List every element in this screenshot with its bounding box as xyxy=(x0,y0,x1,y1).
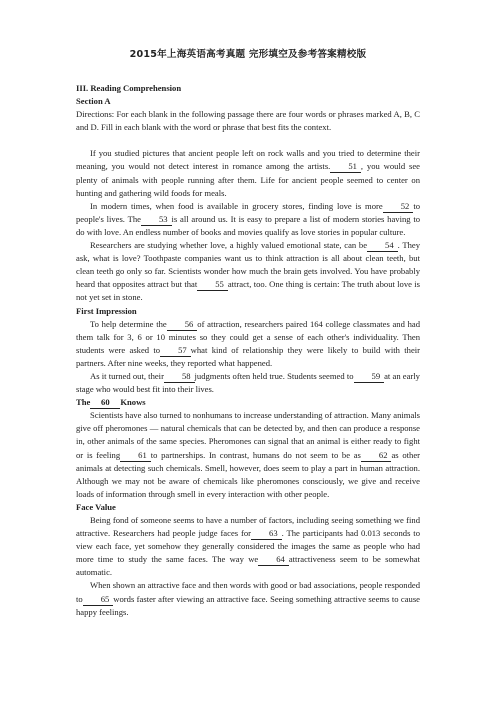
blank-57[interactable]: 57 xyxy=(160,345,191,357)
paragraph-3: Researchers are studying whether love, a highly valued emotional state, can be 54 . They ask, what is love? Toothpaste companies want us to think attraction is all about clean teeth, but clean teeth go only so far. Scientists wonder how much the brain gets involved. You have probably heard that opposites attract but that 55 attract, too. One thing is certain: The truth about love is not yet set in stone. xyxy=(76,240,420,303)
heading-face-value: Face Value xyxy=(76,501,116,512)
blank-64[interactable]: 64 xyxy=(258,554,289,566)
blank-56[interactable]: 56 xyxy=(167,319,198,331)
paragraph-7: Being fond of someone seems to have a number of factors, including seeing something we find attractive. Researchers had people judge faces for 63 . The participants had 0.013 seconds to view each face, yet somehow they generally considered the images the same as people who had more time to study the same faces. The way we 64 attractiveness seem to be somewhat automatic. xyxy=(76,515,420,578)
paragraph-2: In modern times, when food is available in grocery stores, finding love is more 52 to people's lives. The 53 is all around us. It is easy to prepare a list of modern stories having to do with love. An endless number of books and movies qualify as love stories in popular culture. xyxy=(76,200,421,237)
directions: Directions: For each blank in the following passage there are four words or phrases marked A, B, C and D. Fill in each blank with the word or phrase that best fits the context. xyxy=(76,109,420,133)
blank-63[interactable]: 63 xyxy=(251,528,282,540)
paragraph-5: As it turned out, their 58 judgments often held true. Students seemed to 59 at an early stage who would best fit into their lives. xyxy=(76,370,420,395)
blank-53[interactable]: 53 xyxy=(141,214,172,226)
paragraph-1: If you studied pictures that ancient people left on rock walls and you tried to determine their meaning, you would not detect interest in romance among the artists. 51 , you would see plenty of animals with people running after them. Life for ancient people seemed to center on hunting and gathering wild foods for meals. xyxy=(76,148,420,198)
blank-58[interactable]: 58 xyxy=(164,371,195,383)
blank-55[interactable]: 55 xyxy=(197,279,228,291)
blank-51[interactable]: 51 xyxy=(330,161,361,173)
blank-52[interactable]: 52 xyxy=(383,201,414,213)
blank-65[interactable]: 65 xyxy=(83,594,114,606)
spacer xyxy=(76,134,420,147)
heading-first-impression: First Impression xyxy=(76,305,137,316)
paragraph-4: To help determine the 56 of attraction, researchers paired 164 college classmates and had them talk for 3, 6 or 10 minutes so they could get a sense of each other's individuality. Then students were asked to 57 what kind of relationship they were likely to build with their partners. After nine weeks, they reported what happened. xyxy=(76,318,421,368)
section-a-heading: Section A xyxy=(76,96,111,107)
paragraph-6: Scientists have also turned to nonhumans to increase understanding of attraction. Many animals give off pheromones — natural chemicals that can be detected by, and then can produce a response in, other animals of the same species. Pheromones can signal that an animal is either ready to fight or is feeling 61 to partnerships. In contrast, humans do not seem to be as 62 as other animals at detecting such chemicals. Smell, however, does seem to play a part in human attraction. Although we may not be aware of chemicals like pheromones consciously, we give and receive loads of information through smell in every interaction with other people. xyxy=(76,410,420,499)
blank-54[interactable]: 54 xyxy=(367,240,398,252)
blank-59[interactable]: 59 xyxy=(354,371,385,383)
section-heading: III. Reading Comprehension xyxy=(76,83,182,93)
blank-60[interactable]: 60 xyxy=(90,397,120,409)
heading-knows: The 60 Knows xyxy=(76,397,146,408)
page-title: 2015年上海英语高考真题 完形填空及参考答案精校版 xyxy=(129,49,367,60)
paragraph-8: When shown an attractive face and then words with good or bad associations, people responded to 65 words faster after viewing an attractive face. Seeing something attractive seems to cause happy feelings. xyxy=(76,580,420,617)
blank-61[interactable]: 61 xyxy=(120,450,151,462)
document-page xyxy=(76,48,420,619)
blank-62[interactable]: 62 xyxy=(361,450,392,462)
